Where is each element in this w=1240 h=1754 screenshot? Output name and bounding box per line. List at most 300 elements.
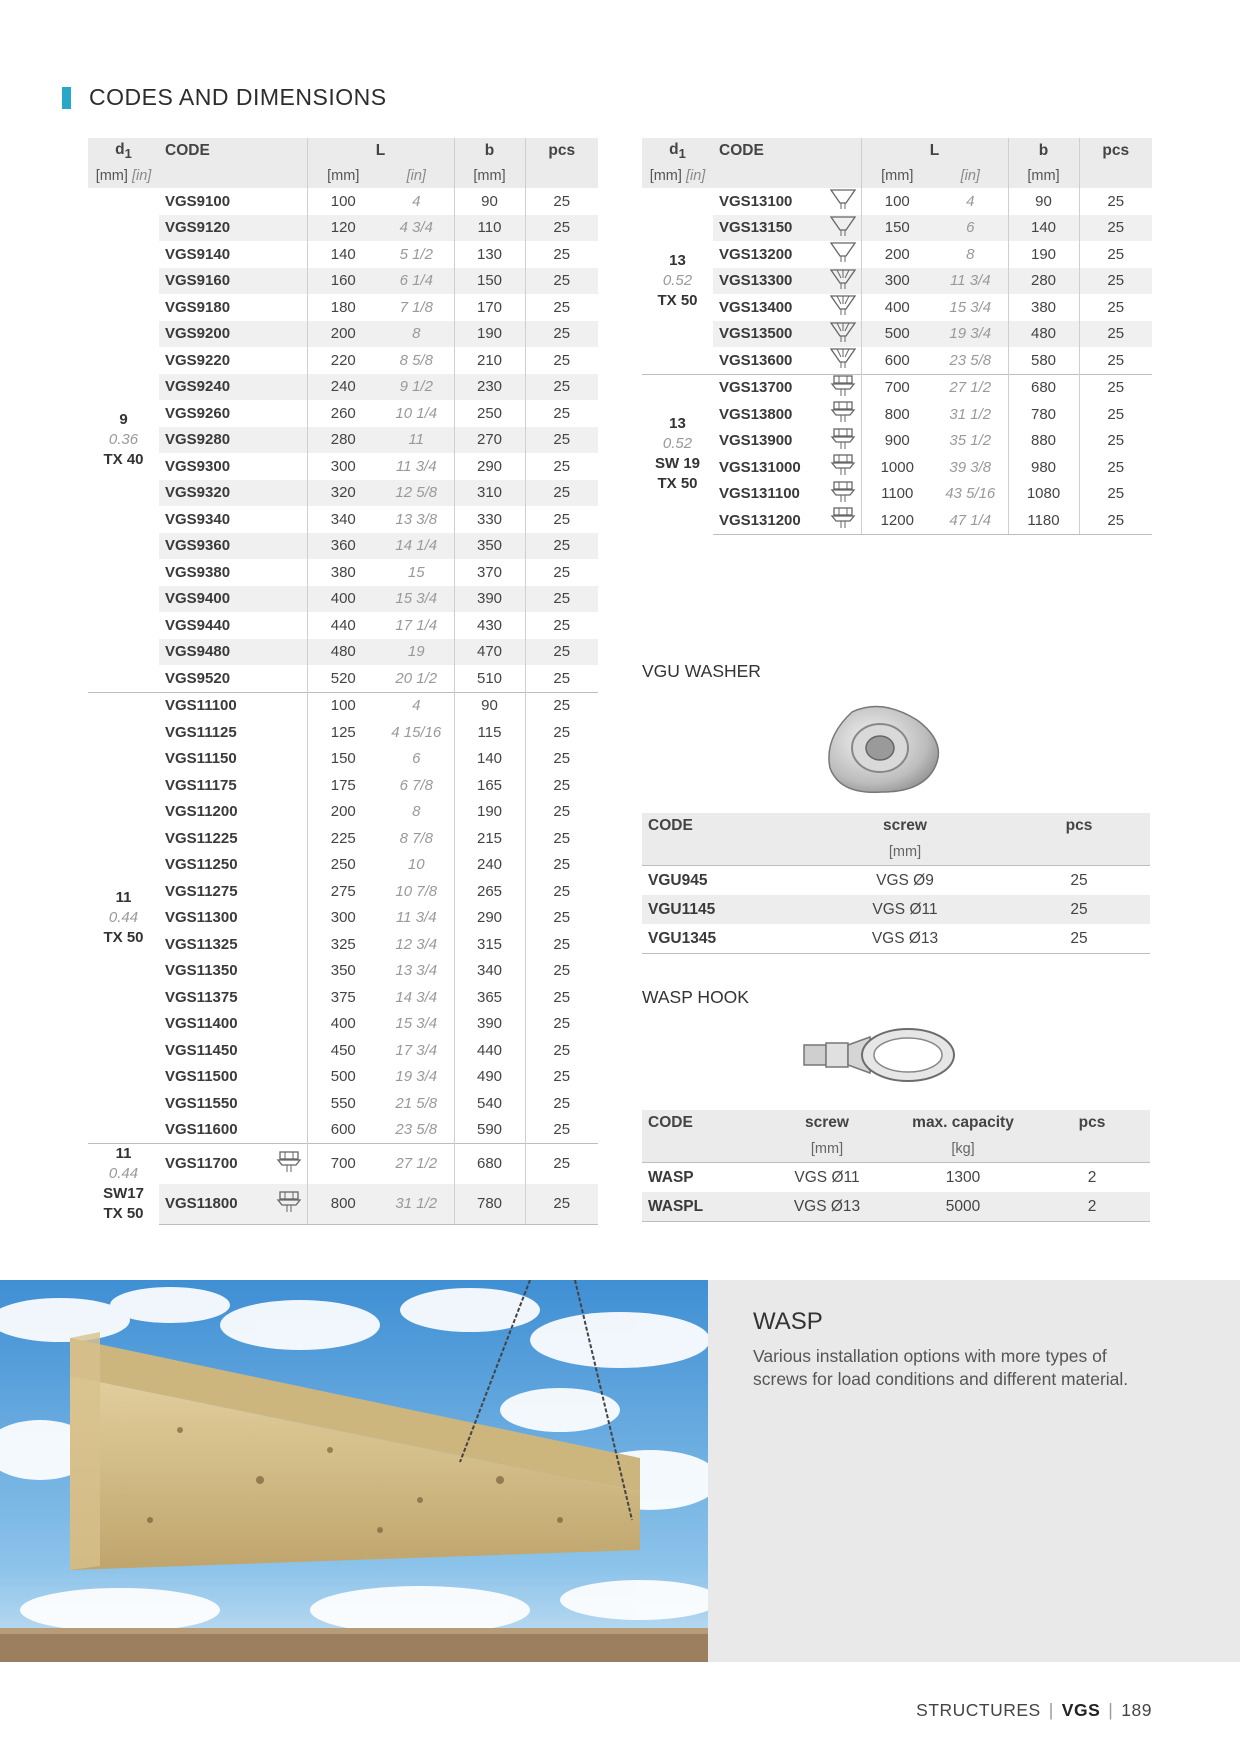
code-cell: VGS11125: [165, 723, 237, 741]
no-icon: [271, 692, 307, 719]
length-in-cell: 7 1/8: [399, 298, 433, 316]
pcs-cell: 25: [525, 1090, 598, 1117]
code-cell: VGS11450: [165, 1041, 238, 1059]
length-mm-cell: 380: [307, 559, 379, 586]
b-cell: 140: [454, 746, 525, 773]
length-mm-cell: 360: [307, 533, 379, 560]
code-cell: VGS9160: [159, 268, 271, 295]
hex-head-icon: [825, 507, 861, 534]
b-cell: 430: [454, 612, 525, 639]
header-b: b: [1008, 138, 1079, 164]
length-in-cell: 19 3/4: [933, 321, 1008, 348]
length-mm-cell: 175: [307, 772, 379, 799]
length-in-cell: 10 1/4: [395, 404, 438, 422]
length-mm-cell: 1200: [861, 507, 933, 534]
table-row: [88, 506, 598, 533]
length-in-cell: 31 1/2: [949, 405, 992, 423]
pcs-cell: 25: [525, 772, 598, 799]
b-cell: 290: [454, 905, 525, 932]
code-cell: VGS13900: [719, 432, 793, 450]
b-cell: 390: [454, 1011, 525, 1038]
pcs-cell: 25: [525, 321, 598, 348]
pcs-cell: 25: [525, 294, 598, 321]
washer-screw-cell: VGS Ø13: [802, 924, 1008, 954]
code-cell: VGS131200: [713, 507, 825, 534]
diameter-group-cell: 13 0.52 TX 50: [642, 188, 713, 374]
pcs-cell: 25: [1079, 374, 1152, 401]
hook-table: [642, 1110, 1150, 1222]
pcs-cell: 25: [1079, 481, 1152, 508]
length-in-cell: 10 7/8: [395, 882, 438, 900]
countersunk-head-icon: [825, 215, 861, 242]
b-cell: 680: [1008, 374, 1079, 401]
length-in-cell: 6 7/8: [399, 776, 433, 794]
code-cell: VGS9220: [165, 351, 231, 369]
length-in-cell: 6: [412, 750, 421, 768]
length-mm-cell: 500: [307, 1064, 379, 1091]
code-cell: VGS13400: [719, 298, 793, 316]
no-icon: [271, 1064, 307, 1091]
pcs-cell: 25: [525, 506, 598, 533]
length-mm-cell: 340: [307, 506, 379, 533]
hook-header-screw-unit: [mm]: [762, 1136, 892, 1163]
length-in-cell: 15 3/4: [379, 586, 454, 613]
header-length-mm: [mm]: [861, 164, 933, 188]
b-cell: 270: [454, 427, 525, 454]
section-title: CODES AND DIMENSIONS: [62, 84, 387, 111]
pcs-cell: 25: [525, 241, 598, 268]
code-cell: VGS9180: [165, 298, 231, 316]
length-in-cell: 10: [407, 856, 425, 874]
table-row: [642, 507, 1152, 534]
page-number: 189: [1121, 1700, 1152, 1720]
no-icon: [271, 772, 307, 799]
table-row: [88, 1064, 598, 1091]
no-icon: [271, 1011, 307, 1038]
code-cell: VGS11700: [159, 1144, 271, 1184]
table-row: [88, 1144, 598, 1184]
table-row: [88, 347, 598, 374]
no-icon: [271, 958, 307, 985]
length-mm-cell: 150: [307, 746, 379, 773]
b-cell: 440: [454, 1037, 525, 1064]
table-row: [88, 852, 598, 879]
header-pcs: pcs: [525, 138, 598, 164]
pcs-cell: 25: [525, 1037, 598, 1064]
table-row: [88, 1117, 598, 1144]
length-in-cell: 8: [412, 803, 421, 821]
washer-image: [822, 700, 952, 800]
length-mm-cell: 550: [307, 1090, 379, 1117]
length-mm-cell: 400: [307, 1011, 379, 1038]
table-row: [88, 215, 598, 242]
length-in-cell: 31 1/2: [379, 1184, 454, 1224]
countersunk-ribbed-head-icon: [825, 268, 861, 295]
pcs-cell: 25: [1079, 241, 1152, 268]
code-cell: VGS11350: [165, 962, 238, 980]
code-cell: VGS11300: [165, 909, 238, 927]
b-cell: 510: [454, 665, 525, 692]
code-cell: VGS11325: [165, 935, 238, 953]
no-icon: [271, 665, 307, 692]
pcs-cell: 25: [1079, 454, 1152, 481]
washer-table: [642, 813, 1150, 954]
table-row: [642, 1163, 1150, 1193]
b-cell: 365: [454, 984, 525, 1011]
table-row: [88, 294, 598, 321]
b-cell: 780: [454, 1184, 525, 1224]
hook-capacity-cell: 1300: [892, 1163, 1034, 1193]
code-cell: VGS131000: [719, 458, 801, 476]
no-icon: [271, 533, 307, 560]
table-row: [88, 746, 598, 773]
pcs-cell: 25: [525, 188, 598, 215]
length-mm-cell: 600: [861, 347, 933, 374]
b-cell: 480: [1008, 321, 1079, 348]
no-icon: [271, 586, 307, 613]
right-dimensions-table: [642, 138, 1152, 535]
table-row: [88, 268, 598, 295]
diameter-group-cell: 11 0.44 TX 50: [88, 692, 159, 1144]
length-mm-cell: 450: [307, 1037, 379, 1064]
hook-screw-cell: VGS Ø13: [762, 1192, 892, 1222]
code-cell: VGS9520: [165, 669, 231, 687]
b-cell: 580: [1008, 347, 1079, 374]
hook-header-screw: screw: [762, 1110, 892, 1136]
length-in-cell: 4 15/16: [391, 723, 442, 741]
hex-head-icon: [825, 401, 861, 428]
code-cell: VGS13600: [719, 351, 793, 369]
pcs-cell: 25: [525, 347, 598, 374]
length-in-cell: 12 5/8: [379, 480, 454, 507]
table-row: [642, 895, 1150, 924]
table-row: [88, 374, 598, 401]
pcs-cell: 25: [525, 746, 598, 773]
no-icon: [271, 427, 307, 454]
hex-head-icon: [825, 454, 861, 481]
pcs-cell: 25: [1079, 215, 1152, 242]
washer-header-unit: [mm]: [802, 839, 1008, 866]
length-in-cell: 19: [379, 639, 454, 666]
no-icon: [271, 852, 307, 879]
b-cell: 370: [454, 559, 525, 586]
footer-product: VGS: [1061, 1700, 1101, 1720]
pcs-cell: 25: [525, 268, 598, 295]
hex-head-icon: [825, 428, 861, 455]
hex-head-icon: [271, 1144, 307, 1184]
pcs-cell: 25: [525, 1064, 598, 1091]
table-row: [88, 719, 598, 746]
code-cell: VGS11500: [165, 1068, 238, 1086]
hook-header-capacity: max. capacity: [892, 1110, 1034, 1136]
length-mm-cell: 300: [861, 268, 933, 295]
length-mm-cell: 900: [861, 428, 933, 455]
length-in-cell: 15 3/4: [395, 1015, 438, 1033]
header-length-in: [in]: [379, 164, 454, 188]
hook-pcs-cell: 2: [1034, 1163, 1150, 1193]
no-icon: [271, 347, 307, 374]
length-mm-cell: 225: [307, 825, 379, 852]
length-mm-cell: 200: [861, 241, 933, 268]
length-in-cell: 39 3/8: [949, 458, 992, 476]
washer-header-screw: screw: [802, 813, 1008, 839]
no-icon: [271, 453, 307, 480]
header-pcs: pcs: [1079, 138, 1152, 164]
code-cell: VGS11800: [159, 1184, 271, 1224]
length-in-cell: 14 3/4: [395, 988, 438, 1006]
table-row: [642, 866, 1150, 896]
table-row: [642, 924, 1150, 954]
b-cell: 115: [454, 719, 525, 746]
pcs-cell: 25: [525, 665, 598, 692]
table-row: [88, 1184, 598, 1224]
length-in-cell: 14 1/4: [379, 533, 454, 560]
no-icon: [271, 1117, 307, 1144]
table-row: [88, 400, 598, 427]
code-cell: VGS11550: [165, 1094, 238, 1112]
code-cell: VGS9200: [159, 321, 271, 348]
code-cell: VGS11600: [165, 1121, 238, 1139]
no-icon: [271, 400, 307, 427]
table-row: [88, 427, 598, 454]
length-in-cell: 9 1/2: [379, 374, 454, 401]
left-dimensions-table: [88, 138, 598, 1225]
pcs-cell: 25: [525, 480, 598, 507]
pcs-cell: 25: [525, 453, 598, 480]
length-mm-cell: 600: [307, 1117, 379, 1144]
table-row: [642, 428, 1152, 455]
code-cell: VGS13100: [719, 192, 793, 210]
table-row: [88, 321, 598, 348]
length-in-cell: 8: [379, 321, 454, 348]
code-cell: VGS11150: [165, 750, 237, 768]
table-row: [88, 905, 598, 932]
washer-pcs-cell: 25: [1008, 895, 1150, 924]
length-in-cell: 11: [379, 427, 454, 454]
b-cell: 90: [454, 188, 525, 215]
pcs-cell: 25: [1079, 401, 1152, 428]
b-cell: 280: [1008, 268, 1079, 295]
code-cell: VGS9260: [165, 404, 231, 422]
pcs-cell: 25: [525, 984, 598, 1011]
b-cell: 1080: [1008, 481, 1079, 508]
no-icon: [271, 1037, 307, 1064]
washer-pcs-cell: 25: [1008, 924, 1150, 954]
length-mm-cell: 180: [307, 294, 379, 321]
code-cell: VGS9440: [165, 616, 231, 634]
code-cell: VGS13800: [719, 405, 793, 423]
length-mm-cell: 200: [307, 321, 379, 348]
washer-screw-cell: VGS Ø9: [802, 866, 1008, 896]
length-mm-cell: 100: [307, 188, 379, 215]
diameter-group-cell: 11 0.44 SW17 TX 50: [88, 1144, 159, 1225]
no-icon: [271, 719, 307, 746]
length-in-cell: 4: [379, 692, 454, 719]
code-cell: VGS11100: [159, 692, 271, 719]
table-row: [88, 533, 598, 560]
code-cell: VGS11250: [165, 856, 238, 874]
length-in-cell: 17 1/4: [395, 616, 438, 634]
length-mm-cell: 400: [307, 586, 379, 613]
pcs-cell: 25: [525, 905, 598, 932]
b-cell: 250: [454, 400, 525, 427]
washer-screw-cell: VGS Ø11: [802, 895, 1008, 924]
length-in-cell: 23 5/8: [949, 351, 992, 369]
pcs-cell: 25: [525, 799, 598, 826]
header-length-in: [in]: [933, 164, 1008, 188]
hook-screw-cell: VGS Ø11: [762, 1163, 892, 1193]
pcs-cell: 25: [525, 825, 598, 852]
washer-pcs-cell: 25: [1008, 866, 1150, 896]
diameter-group-cell: 13 0.52 SW 19 TX 50: [642, 374, 713, 534]
no-icon: [271, 825, 307, 852]
code-cell: VGS11275: [165, 882, 238, 900]
header-code: CODE: [159, 138, 307, 164]
length-in-cell: 20 1/2: [395, 669, 438, 687]
countersunk-ribbed-head-icon: [825, 321, 861, 348]
code-cell: VGS13500: [713, 321, 825, 348]
table-row: [88, 1011, 598, 1038]
pcs-cell: 25: [1079, 507, 1152, 534]
header-d1-unit: [mm] [in]: [88, 164, 159, 188]
length-mm-cell: 240: [307, 374, 379, 401]
washer-code-cell: VGU945: [642, 866, 802, 896]
no-icon: [271, 241, 307, 268]
hook-header-pcs: pcs: [1034, 1110, 1150, 1136]
washer-code-cell: VGU1145: [642, 895, 802, 924]
length-mm-cell: 1100: [861, 481, 933, 508]
code-cell: VGS13200: [719, 245, 793, 263]
hook-header-capacity-unit: [kg]: [892, 1136, 1034, 1163]
no-icon: [271, 639, 307, 666]
length-in-cell: 13 3/8: [395, 510, 438, 528]
code-cell: VGS131100: [719, 485, 800, 503]
length-mm-cell: 800: [861, 401, 933, 428]
code-cell: VGS9120: [159, 215, 271, 242]
pcs-cell: 25: [1079, 428, 1152, 455]
pcs-cell: 25: [525, 400, 598, 427]
code-cell: VGS13150: [713, 215, 825, 242]
pcs-cell: 25: [525, 215, 598, 242]
no-icon: [271, 374, 307, 401]
pcs-cell: 25: [1079, 321, 1152, 348]
length-in-cell: 4: [412, 192, 421, 210]
b-cell: 315: [454, 931, 525, 958]
pcs-cell: 25: [525, 1011, 598, 1038]
hex-head-icon: [825, 481, 861, 508]
b-cell: 380: [1008, 294, 1079, 321]
code-cell: VGS13700: [713, 374, 825, 401]
b-cell: 90: [454, 692, 525, 719]
b-cell: 340: [454, 958, 525, 985]
table-row: [88, 559, 598, 586]
countersunk-head-icon: [825, 188, 861, 215]
length-in-cell: 21 5/8: [395, 1094, 438, 1112]
washer-title: VGU WASHER: [642, 661, 761, 681]
header-length: L: [307, 138, 454, 164]
length-in-cell: 15 3/4: [949, 298, 992, 316]
table-row: [88, 799, 598, 826]
code-cell: VGS9400: [159, 586, 271, 613]
length-mm-cell: 100: [307, 692, 379, 719]
table-row: [88, 586, 598, 613]
length-mm-cell: 700: [861, 374, 933, 401]
table-row: [642, 347, 1152, 374]
countersunk-ribbed-head-icon: [825, 294, 861, 321]
code-cell: VGS9100: [165, 192, 231, 210]
header-d1-unit: [mm] [in]: [642, 164, 713, 188]
code-cell: VGS11200: [165, 803, 238, 821]
no-icon: [271, 612, 307, 639]
hook-capacity-cell: 5000: [892, 1192, 1034, 1222]
table-row: [642, 188, 1152, 215]
length-in-cell: 27 1/2: [933, 374, 1008, 401]
b-cell: 680: [454, 1144, 525, 1184]
length-in-cell: 43 5/16: [945, 485, 996, 503]
header-length-mm: [mm]: [307, 164, 379, 188]
table-row: [642, 241, 1152, 268]
length-in-cell: 12 3/4: [395, 935, 438, 953]
code-cell: VGS13300: [713, 268, 825, 295]
b-cell: 190: [454, 799, 525, 826]
code-cell: VGS9280: [159, 427, 271, 454]
length-mm-cell: 520: [307, 665, 379, 692]
b-cell: 215: [454, 825, 525, 852]
b-cell: 330: [454, 506, 525, 533]
table-row: [88, 692, 598, 719]
pcs-cell: 25: [1079, 188, 1152, 215]
length-in-cell: 13 3/4: [395, 962, 438, 980]
length-in-cell: 4: [966, 192, 975, 210]
b-cell: 265: [454, 878, 525, 905]
length-mm-cell: 220: [307, 347, 379, 374]
code-cell: VGS11400: [165, 1015, 238, 1033]
no-icon: [271, 746, 307, 773]
table-row: [642, 481, 1152, 508]
pcs-cell: 25: [525, 852, 598, 879]
length-mm-cell: 260: [307, 400, 379, 427]
length-in-cell: 6 1/4: [379, 268, 454, 295]
b-cell: 350: [454, 533, 525, 560]
pcs-cell: 25: [525, 692, 598, 719]
no-icon: [271, 188, 307, 215]
length-in-cell: 17 3/4: [395, 1041, 438, 1059]
length-in-cell: 23 5/8: [395, 1121, 438, 1139]
length-mm-cell: 100: [861, 188, 933, 215]
wasp-info-panel: [708, 1280, 1240, 1662]
pcs-cell: 25: [1079, 347, 1152, 374]
b-cell: 210: [454, 347, 525, 374]
b-cell: 165: [454, 772, 525, 799]
wasp-hook-image: [800, 1025, 960, 1085]
pcs-cell: 25: [525, 427, 598, 454]
pcs-cell: 25: [525, 1184, 598, 1224]
code-cell: VGS9320: [159, 480, 271, 507]
table-row: [88, 931, 598, 958]
length-in-cell: 11 3/4: [395, 909, 437, 927]
length-mm-cell: 300: [307, 453, 379, 480]
length-in-cell: 5 1/2: [399, 245, 433, 263]
pcs-cell: 25: [525, 374, 598, 401]
length-mm-cell: 125: [307, 719, 379, 746]
length-mm-cell: 140: [307, 241, 379, 268]
length-mm-cell: 200: [307, 799, 379, 826]
no-icon: [271, 268, 307, 295]
washer-header-pcs: pcs: [1008, 813, 1150, 839]
table-row: [88, 878, 598, 905]
pcs-cell: 25: [525, 958, 598, 985]
b-cell: 780: [1008, 401, 1079, 428]
